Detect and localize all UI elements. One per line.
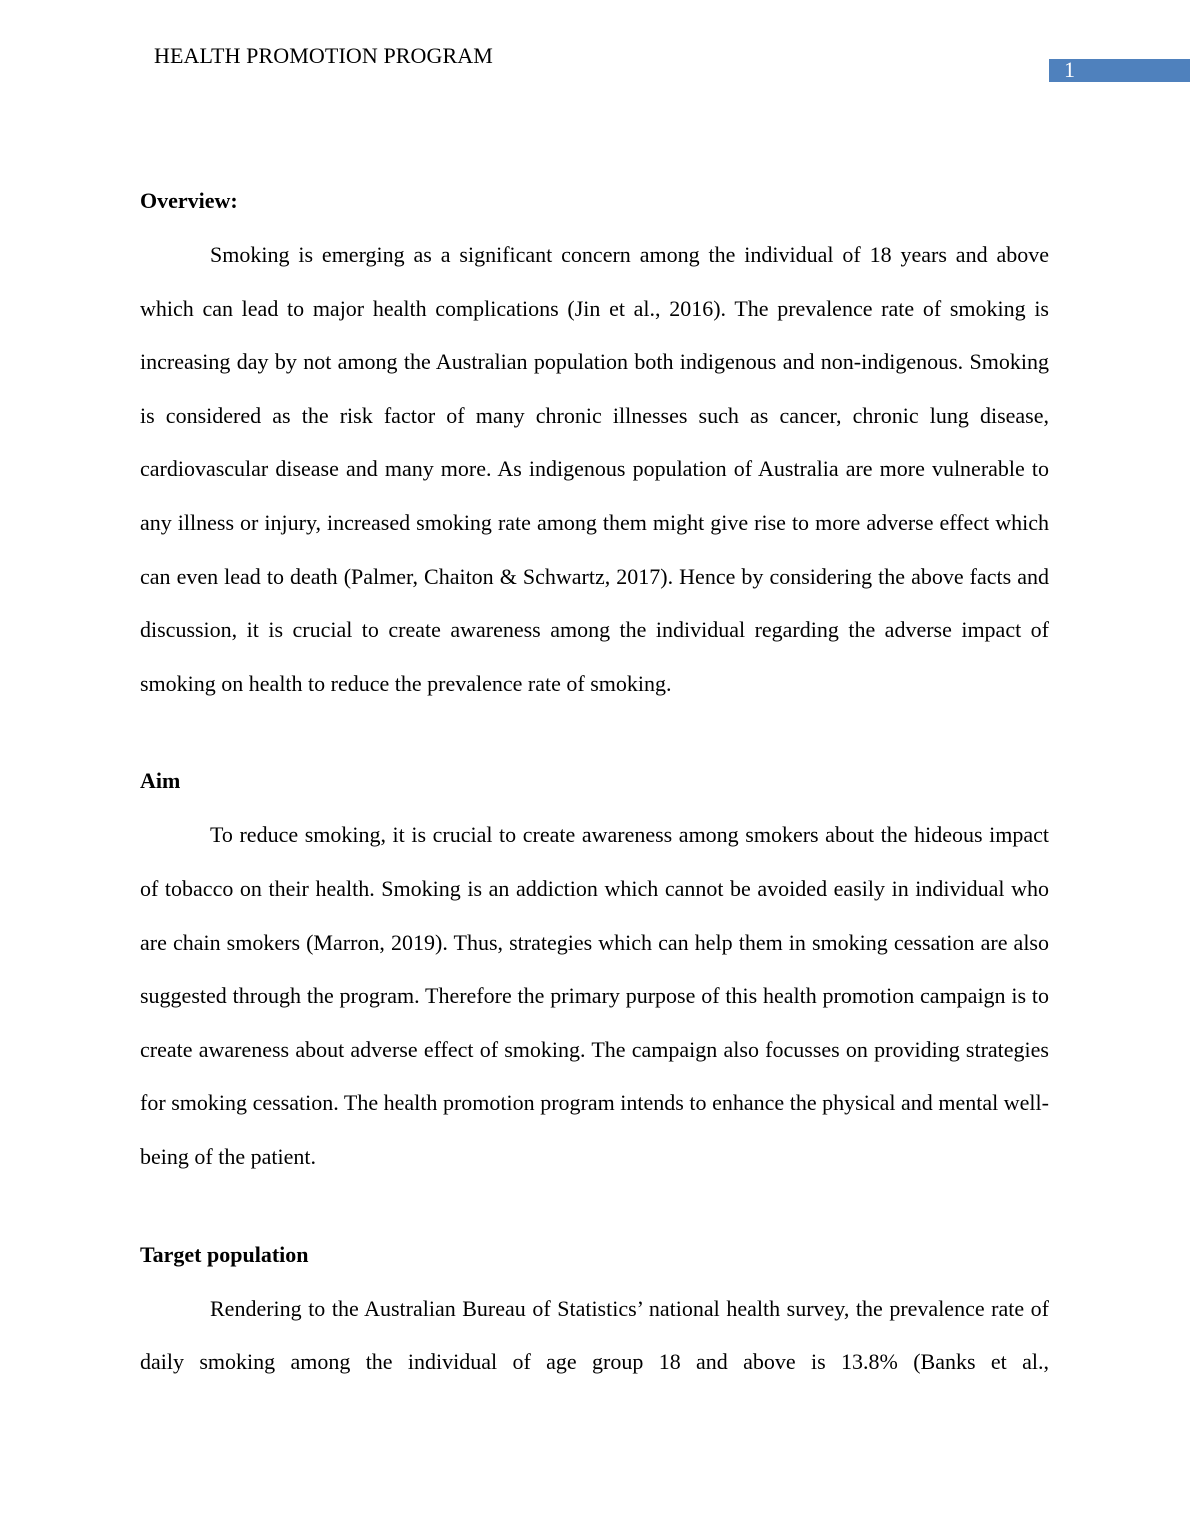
section-paragraph-overview: Smoking is emerging as a significant concern among the individual of 18 years and above which can lead to major health complications (Jin et al., 2016). The prevalence rate of smoking is increasing day by not among the Australian population both indigenous and non-indigenous. Smoking is considered as the risk factor of many chronic illnesses such as cancer, chronic lung disease, cardiovascular disease and many more. As indigenous population of Australia are more vulnerable to any illness or injury, increased smoking rate among them might give rise to more adverse effect which can even lead to death (Palmer, Chaiton & Schwartz, 2017). Hence by considering the above facts and discussion, it is crucial to create awareness among the individual regarding the adverse impact of smoking on health to reduce the prevalence rate of smoking. [140,242,1049,696]
running-head-title: HEALTH PROMOTION PROGRAM [154,43,493,68]
page-number-badge [1049,59,1190,82]
section-heading-overview: Overview: [140,188,238,213]
page-number: 1 [1064,57,1075,82]
section-aim [140,754,1049,1183]
section-overview [140,174,1049,710]
section-paragraph-aim: To reduce smoking, it is crucial to create awareness among smokers about the hideous impact of tobacco on their health. Smoking is an addiction which cannot be avoided easily in individual who are chain smokers (Marron, 2019). Thus, strategies which can help them in smoking cessation are also suggested through the program. Therefore the primary purpose of this health promotion campaign is to create awareness about adverse effect of smoking. The campaign also focusses on providing strategies for smoking cessation. The health promotion program intends to enhance the physical and mental well-being of the patient. [140,822,1049,1169]
section-heading-target-population: Target population [140,1241,309,1267]
section-paragraph-target-population: Rendering to the Australian Bureau of Statistics’ national health survey, the prevalence rate of daily smoking among the individual of age group 18 and above is 13.8% (Banks et al., [140,1295,1049,1375]
section-target-population [140,1228,1049,1389]
document-body [140,174,1049,1389]
section-heading-aim: Aim [140,768,181,794]
